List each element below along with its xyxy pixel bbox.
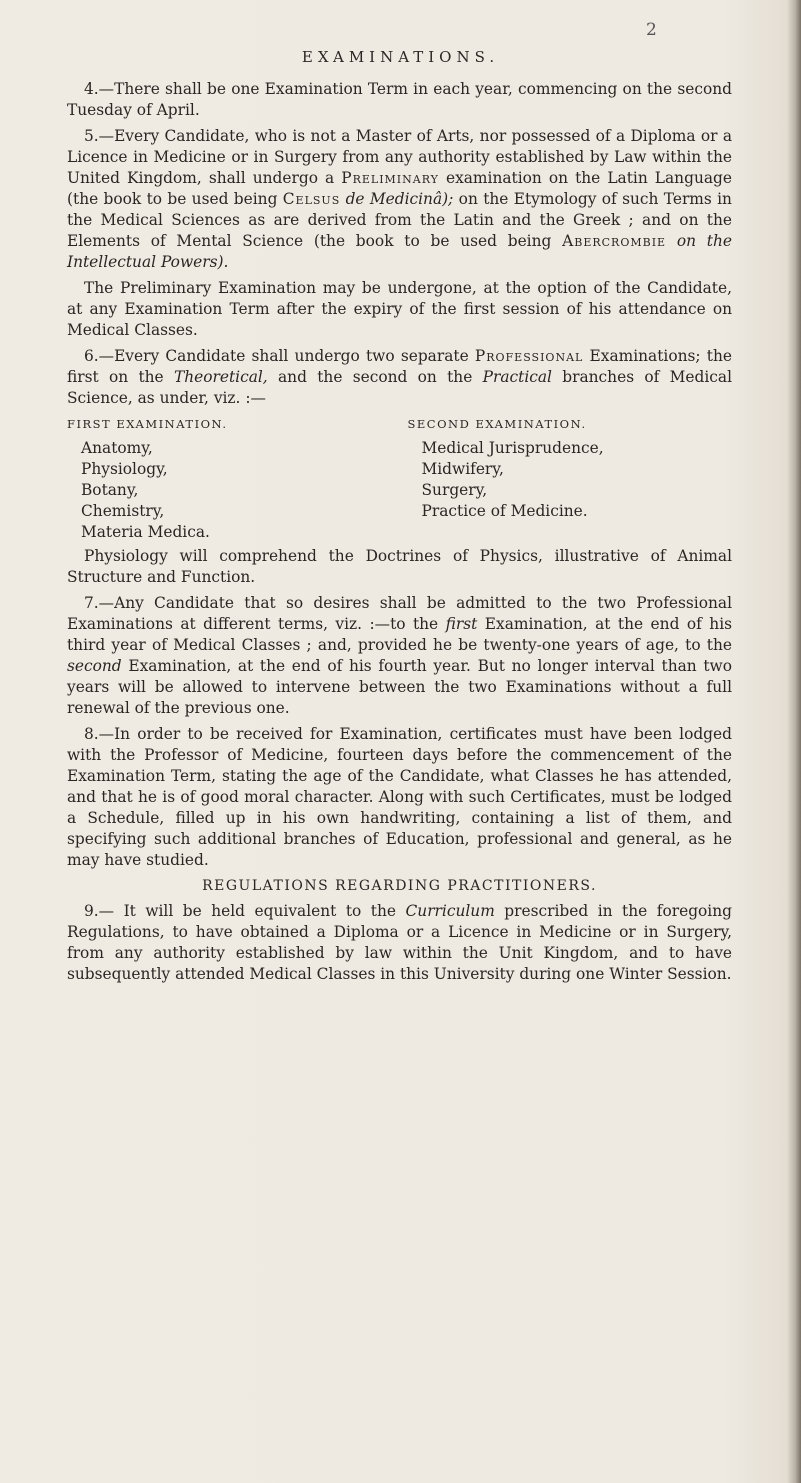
text-run: on the Intellectual Powers). [67,232,732,271]
text-run: examination on the Latin Language (the book to be used being [67,169,732,208]
text-run: 6.—Every Candidate shall undergo two separate [84,347,475,365]
paragraph-5 [67,126,732,273]
text-run: Professional [474,347,584,365]
subject-item: Medical Jurisprudence, [421,439,604,457]
text-run: 5.—Every Candidate, who is not a Master of Arts, nor possessed of a Diploma or a Licence in Medicine or in Surgery from any authority established by Law within the United Kingdom, shall undergo a [67,127,732,187]
text-run: Examinations; the first on the [67,347,732,386]
text-run: 7.—Any Candidate that so desires shall be admitted to the two Professional Examinations at different terms, viz. :—to the [67,594,732,633]
text-run: branches of Medical Science, as under, viz. :— [67,368,732,407]
text-run: first [445,615,478,633]
text-run: Abercrombie [562,232,667,250]
text-run: second [67,657,122,675]
text-run: 9.— It will be held equivalent to the [84,902,406,920]
paragraph-4: 4.—There shall be one Examination Term in each year, commencing on the second Tuesday of April. [67,80,732,119]
text-run: Celsus [282,190,341,208]
first-examination-title: FIRST EXAMINATION. [67,417,228,431]
paragraph-8: 8.—In order to be received for Examination, certificates must have been lodged with the Professor of Medicine, fourteen days before the commencement of the Examination Term, stating the age of the Candidate, what Classes he has attended, and that he is of good moral character. Along with such Certificates, must be lodged a Schedule, filled up in his own handwriting, containing a list of them, and specifying such additional branches of Education, professional and general, as he may have studied. [67,725,732,869]
section-heading: EXAMINATIONS. [301,48,500,66]
subject-item: Physiology, [81,460,168,478]
text-run [666,232,677,250]
second-examination-column [392,414,733,543]
examination-columns [67,414,732,543]
paragraph-6 [67,346,732,409]
subject-item: Practice of Medicine. [421,502,588,520]
subject-item: Chemistry, [81,502,165,520]
page-edge-shadow [787,0,801,1483]
text-run: Examination, at the end of his third year of Medical Classes ; and, provided he be twenty-one years of age, to the [67,615,733,654]
paragraph-5b: The Preliminary Examination may be undergone, at the option of the Candidate, at any Examination Term after the expiry of the first session of his attendance on Medical Classes. [67,279,732,339]
text-run: de Medicinâ); [345,190,454,208]
text-run: prescribed in the foregoing Regulations, to have obtained a Diploma or a Licence in Medicine or in Surgery, from any authority established by law within the Unit Kingdom, and to have subsequently attended Medical Classes in this University during one Winter Session. [67,902,732,983]
paragraph-9 [67,901,732,985]
subject-item: Materia Medica. [81,523,210,541]
subject-item: Anatomy, [81,439,153,457]
page-number: 2 [646,20,657,40]
text-run: Theoretical, [173,368,268,386]
first-examination-column [67,414,392,543]
text-run: on the Etymology of such Terms in the Medical Sciences as are derived from the Latin and the Greek ; and on the Elements of Mental Science (the book to be used being [67,190,732,250]
body-text [67,79,732,990]
subject-item: Surgery, [421,481,488,499]
paragraph-6b: Physiology will comprehend the Doctrines of Physics, illustrative of Animal Structure and Function. [67,547,732,586]
subject-item: Midwifery, [421,460,504,478]
regulations-title: REGULATIONS REGARDING PRACTITIONERS. [202,878,597,894]
text-run: Curriculum [405,902,495,920]
text-run: and the second on the [267,368,483,386]
text-run: Practical [482,368,552,386]
text-run: Preliminary [341,169,439,187]
text-run: Examination, at the end of his fourth year. But no longer interval than two years will be allowed to intervene between the two Examinations without a full renewal of the previous one. [67,657,732,717]
subject-item: Botany, [81,481,139,499]
paragraph-7 [67,593,732,719]
second-examination-title: SECOND EXAMINATION. [407,417,587,431]
